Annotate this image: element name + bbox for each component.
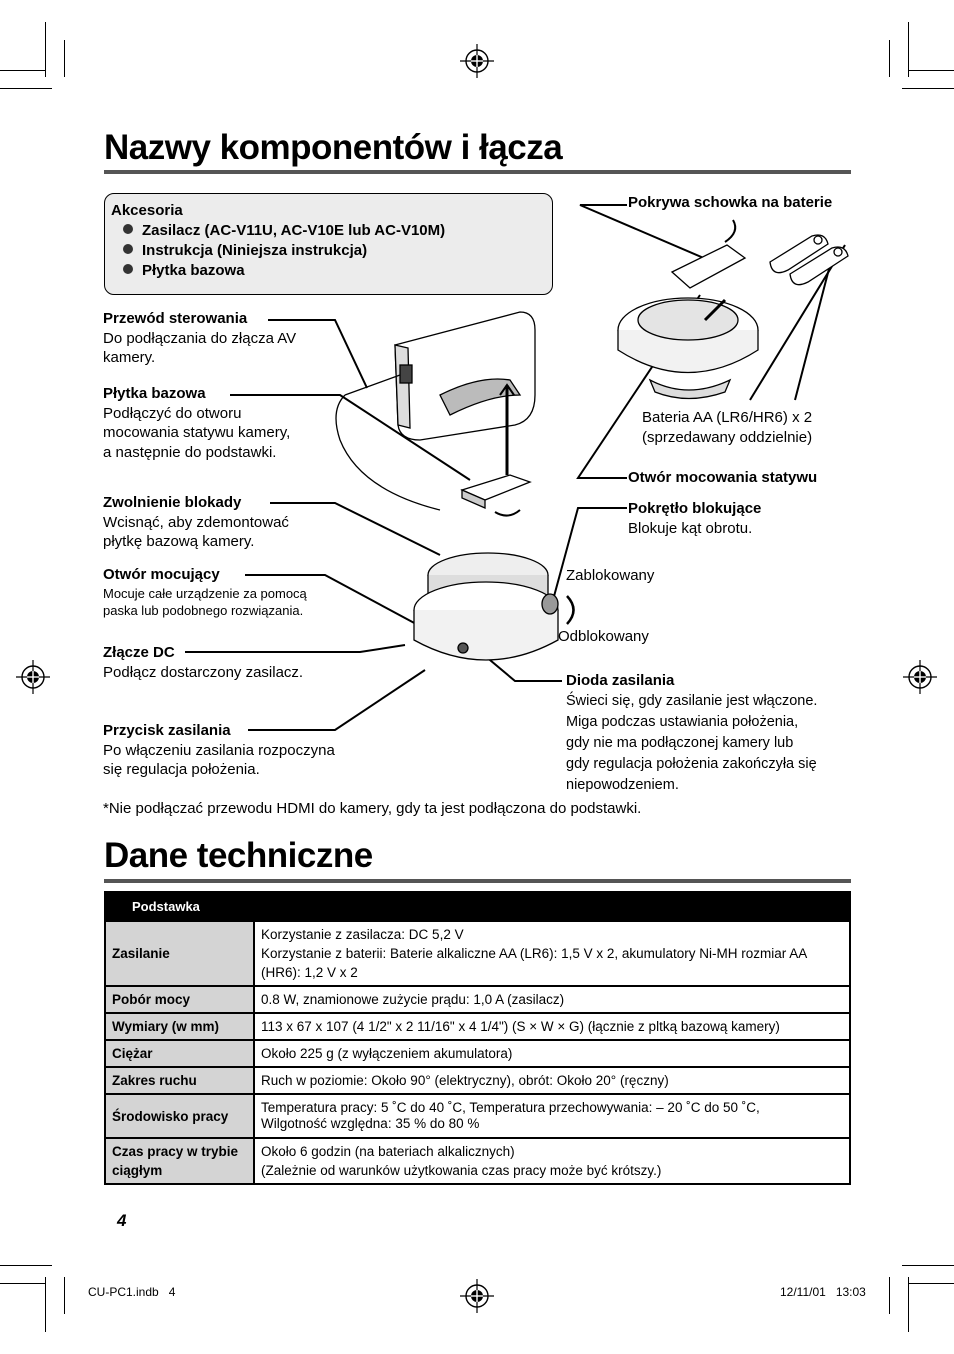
hdmi-note: *Nie podłączać przewodu HDMI do kamery, gdy ta jest podłączona do podstawki. xyxy=(103,800,642,817)
label-control-cable: Przewód sterowania Do podłączania do złącza AV kamery. xyxy=(103,310,297,366)
label-battery: Bateria AA (LR6/HR6) x 2 (sprzedawany oddzielnie) xyxy=(642,409,813,446)
stand-illustration xyxy=(414,553,574,660)
label-unlocked: Odblokowany xyxy=(558,628,649,645)
spec-key: Zasilanie xyxy=(105,921,254,986)
spec-value: Korzystanie z zasilacza: DC 5,2 V Korzystanie z baterii: Baterie alkaliczne AA (LR6): 1,5 V x 2, akumulatory Ni-MH rozmiar AA (HR6): 1,2 V x 2 xyxy=(254,921,850,986)
spec-key: Wymiary (w mm) xyxy=(105,1013,254,1040)
spec-key: Zakres ruchu xyxy=(105,1067,254,1094)
label-base-plate: Płytka bazowa Podłączyć do otworu mocowania statywu kamery, a następnie do podstawki. xyxy=(103,385,291,461)
spec-key: Ciężar xyxy=(105,1040,254,1067)
label-power-button: Przycisk zasilania Po włączeniu zasilania rozpoczyna się regulacja położenia. xyxy=(103,722,335,778)
section-rule xyxy=(104,879,851,883)
footer-date: 12/11/01 13:03 xyxy=(780,1285,866,1299)
registration-mark-bottom xyxy=(460,1279,494,1313)
spec-key: Czas pracy w trybie ciągłym xyxy=(105,1138,254,1184)
accessories-title: Akcesoria xyxy=(111,202,183,219)
page-number: 4 xyxy=(117,1211,127,1230)
table-row xyxy=(105,921,850,986)
spec-value: 113 x 67 x 107 (4 1/2" x 2 11/16" x 4 1/4") (S × W × G) (łącznie z pltką bazową kamery) xyxy=(254,1013,850,1040)
spec-table-header xyxy=(105,892,850,921)
table-row xyxy=(105,986,850,1013)
table-row xyxy=(105,1067,850,1094)
label-locked: Zablokowany xyxy=(566,567,655,584)
label-power-led: Dioda zasilania Świeci się, gdy zasilanie jest włączone. Miga podczas ustawiania położenia, gdy nie ma podłączonej kamery lub gdy regulacja położenia zakończyła się niepowodzeniem. xyxy=(566,672,818,793)
spec-value: Około 225 g (z wyłączeniem akumulatora) xyxy=(254,1040,850,1067)
spec-value: 0.8 W, znamionowe zużycie prądu: 1,0 A (zasilacz) xyxy=(254,986,850,1013)
table-row xyxy=(105,1138,850,1184)
accessory-item: Płytka bazowa xyxy=(123,262,245,279)
batteries-illustration xyxy=(770,235,848,285)
table-row xyxy=(105,1013,850,1040)
label-battery-cover: Pokrywa schowka na baterie xyxy=(628,194,833,211)
table-row xyxy=(105,1040,850,1067)
spec-value: Około 6 godzin (na bateriach alkalicznych) (Zależnie od warunków użytkowania czas pracy może być krótszy.) xyxy=(254,1138,850,1184)
accessory-item: Zasilacz (AC-V11U, AC-V10E lub AC-V10M) xyxy=(123,222,445,239)
footer-file: CU-PC1.indb 4 xyxy=(88,1285,176,1299)
spec-key: Pobór mocy xyxy=(105,986,254,1013)
accessory-item: Instrukcja (Niniejsza instrukcja) xyxy=(123,242,367,259)
section-title-components: Nazwy komponentów i łącza xyxy=(104,128,563,167)
label-lock-knob: Pokrętło blokujące Blokuje kąt obrotu. xyxy=(628,500,762,537)
label-mounting-hole: Otwór mocujący Mocuje całe urządzenie za pomocą paska lub podobnego rozwiązania. xyxy=(103,566,307,618)
spec-table xyxy=(104,891,851,1185)
table-row xyxy=(105,1094,850,1138)
spec-key: Środowisko pracy xyxy=(105,1094,254,1138)
spec-header-cell: Podstawka xyxy=(105,892,850,921)
label-dc-connector: Złącze DC Podłącz dostarczony zasilacz. xyxy=(103,644,304,681)
label-tripod-hole: Otwór mocowania statywu xyxy=(628,469,818,486)
label-lock-release: Zwolnienie blokady Wcisnąć, aby zdemontować płytkę bazową kamery. xyxy=(103,494,289,550)
spec-value: Temperatura pracy: 5 ˚C do 40 ˚C, Temperatura przechowywania: – 20 ˚C do 50 ˚C, Wilgotność względna: 35 % do 80 % xyxy=(254,1094,850,1138)
section-title-specs: Dane techniczne xyxy=(104,836,373,875)
spec-value: Ruch w poziomie: Około 90° (elektryczny), obrót: Około 20° (ręczny) xyxy=(254,1067,850,1094)
battery-base-illustration xyxy=(618,220,758,399)
